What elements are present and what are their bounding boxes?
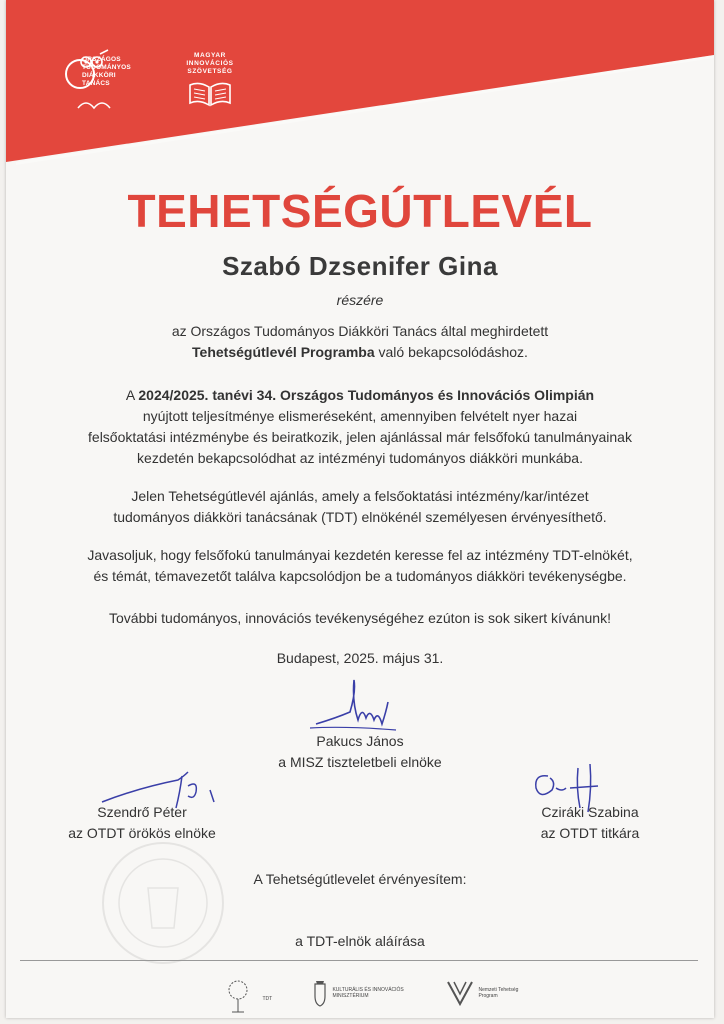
program-name: Tehetségútlevél Programba [192,344,375,360]
otdt-logo-line: DIÁKKÖRI [82,72,116,79]
coat-of-arms-icon [312,978,328,1008]
dandelion-icon [222,978,258,1014]
paragraph-3-line-2: tudományos diákköri tanácsának (TDT) elnökénél személyesen érvényesíthető. [113,509,607,525]
otdt-logo-line: ORSZÁGOS [82,56,121,63]
paragraph-2-line-3: felsőoktatási intézménybe és beiratkozik, jelen ajánlással már felsőfokú tanulmányainak [88,429,632,445]
misz-logo-line: INNOVÁCIÓS [186,60,234,67]
paragraph-1 [46,321,674,363]
paragraph-2-line-4: kezdetén bekapcsolódhat az intézményi tudományos diákköri munkába. [137,450,583,466]
certificate-title: TEHETSÉGÚTLEVÉL [127,185,593,237]
paragraph-5: További tudományos, innovációs tevékenységéhez ezúton is sok sikert kívánunk! [109,610,611,626]
paragraph-1-line-1: az Országos Tudományos Diákköri Tanács által meghirdetett [171,323,549,339]
paragraph-3-line-1: Jelen Tehetségútlevél ajánlás, amely a felsőoktatási intézmény/kar/intézet [131,488,589,504]
paragraph-2-prefix: A [125,387,139,403]
paragraph-4-line-1: Javasoljuk, hogy felsőfokú tanulmányai kezdetén keresse fel az intézmény TDT-elnökét, [87,547,633,563]
place-date: Budapest, 2025. május 31. [276,650,444,666]
paragraph-1-line-2 [46,342,674,363]
ntp-line: Nemzeti Tehetség [478,987,519,993]
otdt-logo-line: TUDOMÁNYOS [82,64,131,71]
signatory-center-role: a MISZ tiszteletbeli elnöke [278,754,442,770]
ministry-line: KULTURÁLIS ÉS INNOVÁCIÓS [332,987,404,993]
misz-book-icon [187,79,233,107]
certificate-page [6,0,714,1018]
signatory-center [240,731,480,773]
ntp-v-icon [446,978,474,1008]
misz-logo [182,52,238,112]
paragraph-1-line-2-rest: való bekapcsolódáshoz. [374,344,528,360]
signatory-right-role: az OTDT titkára [540,825,640,841]
validate-label: A Tehetségútlevelet érvényesítem: [253,871,467,887]
ntp-line: Program [478,993,498,999]
misz-logo-line: MAGYAR [194,52,226,59]
paragraph-2-line-2: nyújtott teljesítménye elismeréseként, amennyiben felvételt nyer hazai [142,408,578,424]
signatory-right [490,802,690,844]
footer-divider [20,960,698,961]
ministry-line: MINISZTÉRIUM [332,993,369,999]
paragraph-2 [46,385,674,469]
footer-ntp-logo [446,978,518,1008]
footer-tdt-logo [222,978,272,1014]
signatory-center-name: Pakucs János [316,733,404,749]
for-label: részére [336,292,384,308]
paragraph-4-line-2: és témát, témavezetőt találva kapcsolódjon be a tudományos diákköri tevékenységbe. [93,568,627,584]
signatory-left-name: Szendrő Péter [97,804,187,820]
misz-logo-line: SZÖVETSÉG [187,68,233,75]
signatory-left-role: az OTDT örökös elnöke [68,825,216,841]
recipient-name: Szabó Dzsenifer Gina [222,251,498,281]
paragraph-2-line-1 [46,385,674,406]
olympiad-name: 2024/2025. tanévi 34. Országos Tudományos és Innovációs Olimpián [138,387,595,403]
paragraph-4 [46,545,674,587]
otdt-logo-line: TANÁCS [82,80,110,87]
tdt-logo-text: TDT [262,996,273,1003]
footer-ministry-logo [312,978,404,1008]
signatory-right-name: Cziráki Szabina [541,804,639,820]
tdt-signature-label: a TDT-elnök aláírása [295,933,425,949]
paragraph-3 [46,486,674,528]
otdt-logo-text [82,56,162,88]
